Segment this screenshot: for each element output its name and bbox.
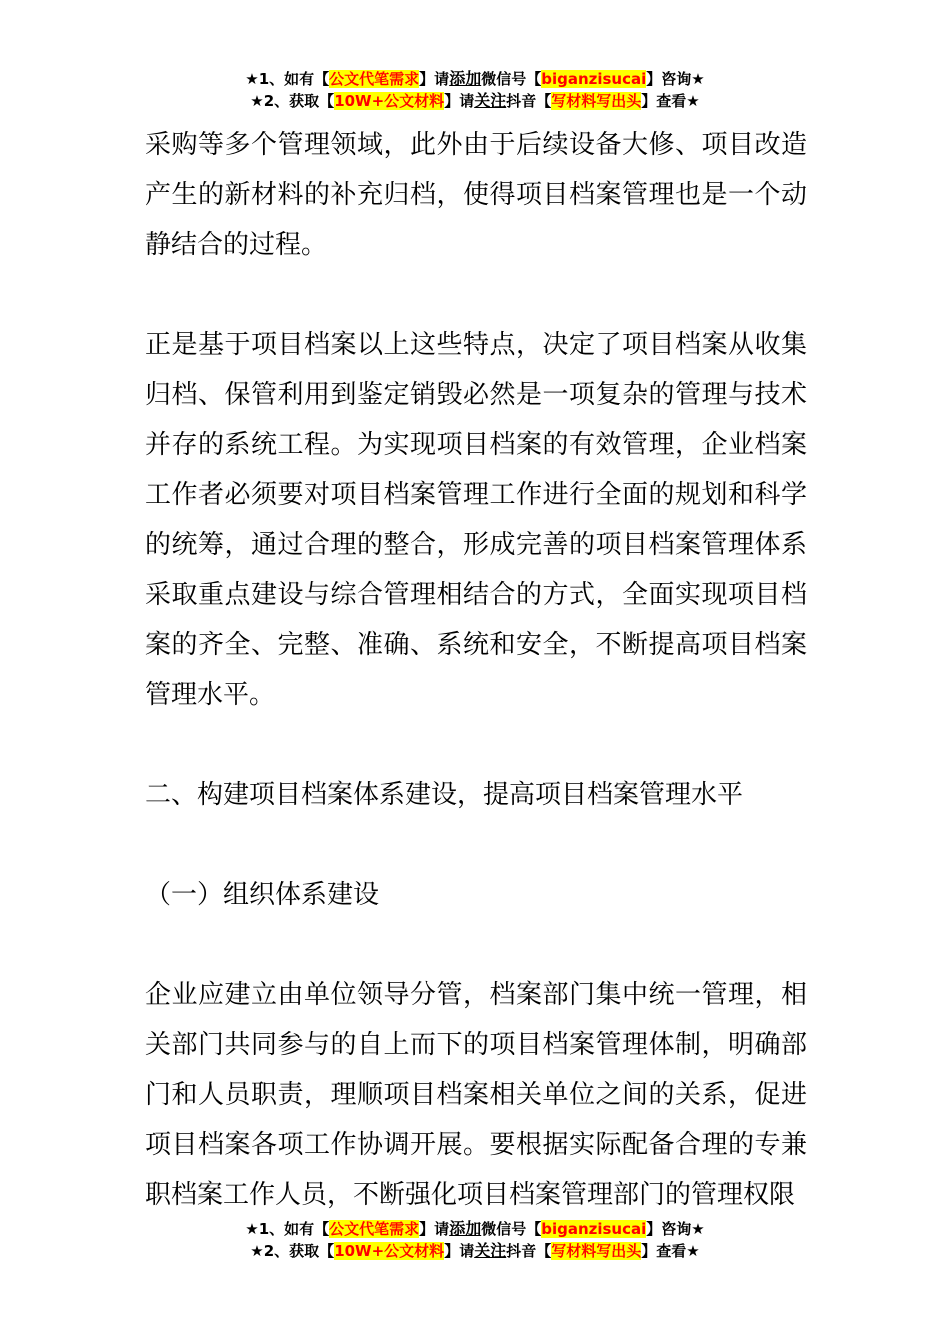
banner-highlight-wechat: biganzisucai [541, 1220, 647, 1238]
banner-highlight-douyin: 写材料写出头 [551, 1242, 642, 1260]
banner-highlight: 公文代笔需求 [329, 1220, 420, 1238]
banner-text: 】请 [419, 70, 450, 88]
banner-text: ★1、如有【 [245, 1220, 330, 1238]
banner-highlight: 公文代笔需求 [329, 70, 420, 88]
paragraph: 企业应建立由单位领导分管，档案部门集中统一管理，相关部门共同参与的自上而下的项目档案管理体制，明确部门和人员职责，理顺项目档案相关单位之间的关系，促进项目档案各项工作协调开展。要根据实际配备合理的专兼职档案工作人员，不断强化项目档案管理部门的管理权限 [145, 980, 807, 1210]
paragraph: 正是基于项目档案以上这些特点，决定了项目档案从收集归档、保管利用到鉴定销毁必然是一项复杂的管理与技术并存的系统工程。为实现项目档案的有效管理，企业档案工作者必须要对项目档案管理工作进行全面的规划和科学的统筹，通过合理的整合，形成完善的项目档案管理体系采取重点建设与综合管理相结合的方式，全面实现项目档案的齐全、完整、准确、系统和安全，不断提高项目档案管理水平。 [145, 330, 807, 710]
banner-line-1 [0, 68, 950, 90]
banner-emphasis: 添加 [449, 1219, 482, 1238]
header-banner [0, 68, 950, 112]
banner-text: 微信号【 [481, 1220, 542, 1238]
paragraph: 采购等多个管理领域，此外由于后续设备大修、项目改造产生的新材料的补充归档，使得项目档案管理也是一个动静结合的过程。 [145, 130, 807, 260]
document-body [145, 120, 807, 1220]
banner-text: 】请 [419, 1220, 450, 1238]
banner-emphasis: 关注 [474, 91, 507, 110]
banner-highlight: 10W+公文材料 [334, 1242, 445, 1260]
banner-text: 】查看★ [641, 1242, 700, 1260]
banner-text: 】咨询★ [646, 70, 705, 88]
banner-text: 抖音【 [506, 1242, 552, 1260]
banner-text: ★2、获取【 [250, 1242, 335, 1260]
banner-highlight: 10W+公文材料 [334, 92, 445, 110]
banner-highlight-douyin: 写材料写出头 [551, 92, 642, 110]
banner-text: 】请 [444, 1242, 475, 1260]
banner-text: 微信号【 [481, 70, 542, 88]
banner-line-2 [0, 1240, 950, 1262]
banner-text: 抖音【 [506, 92, 552, 110]
banner-text: 】查看★ [641, 92, 700, 110]
footer-banner [0, 1218, 950, 1262]
banner-line-2 [0, 90, 950, 112]
subsection-heading: （一）组织体系建设 [145, 880, 380, 910]
banner-text: 】咨询★ [646, 1220, 705, 1238]
banner-highlight-wechat: biganzisucai [541, 70, 647, 88]
banner-text: ★1、如有【 [245, 70, 330, 88]
section-heading: 二、构建项目档案体系建设，提高项目档案管理水平 [145, 780, 744, 810]
banner-emphasis: 添加 [449, 69, 482, 88]
banner-emphasis: 关注 [474, 1241, 507, 1260]
banner-text: ★2、获取【 [250, 92, 335, 110]
banner-line-1 [0, 1218, 950, 1240]
banner-text: 】请 [444, 92, 475, 110]
